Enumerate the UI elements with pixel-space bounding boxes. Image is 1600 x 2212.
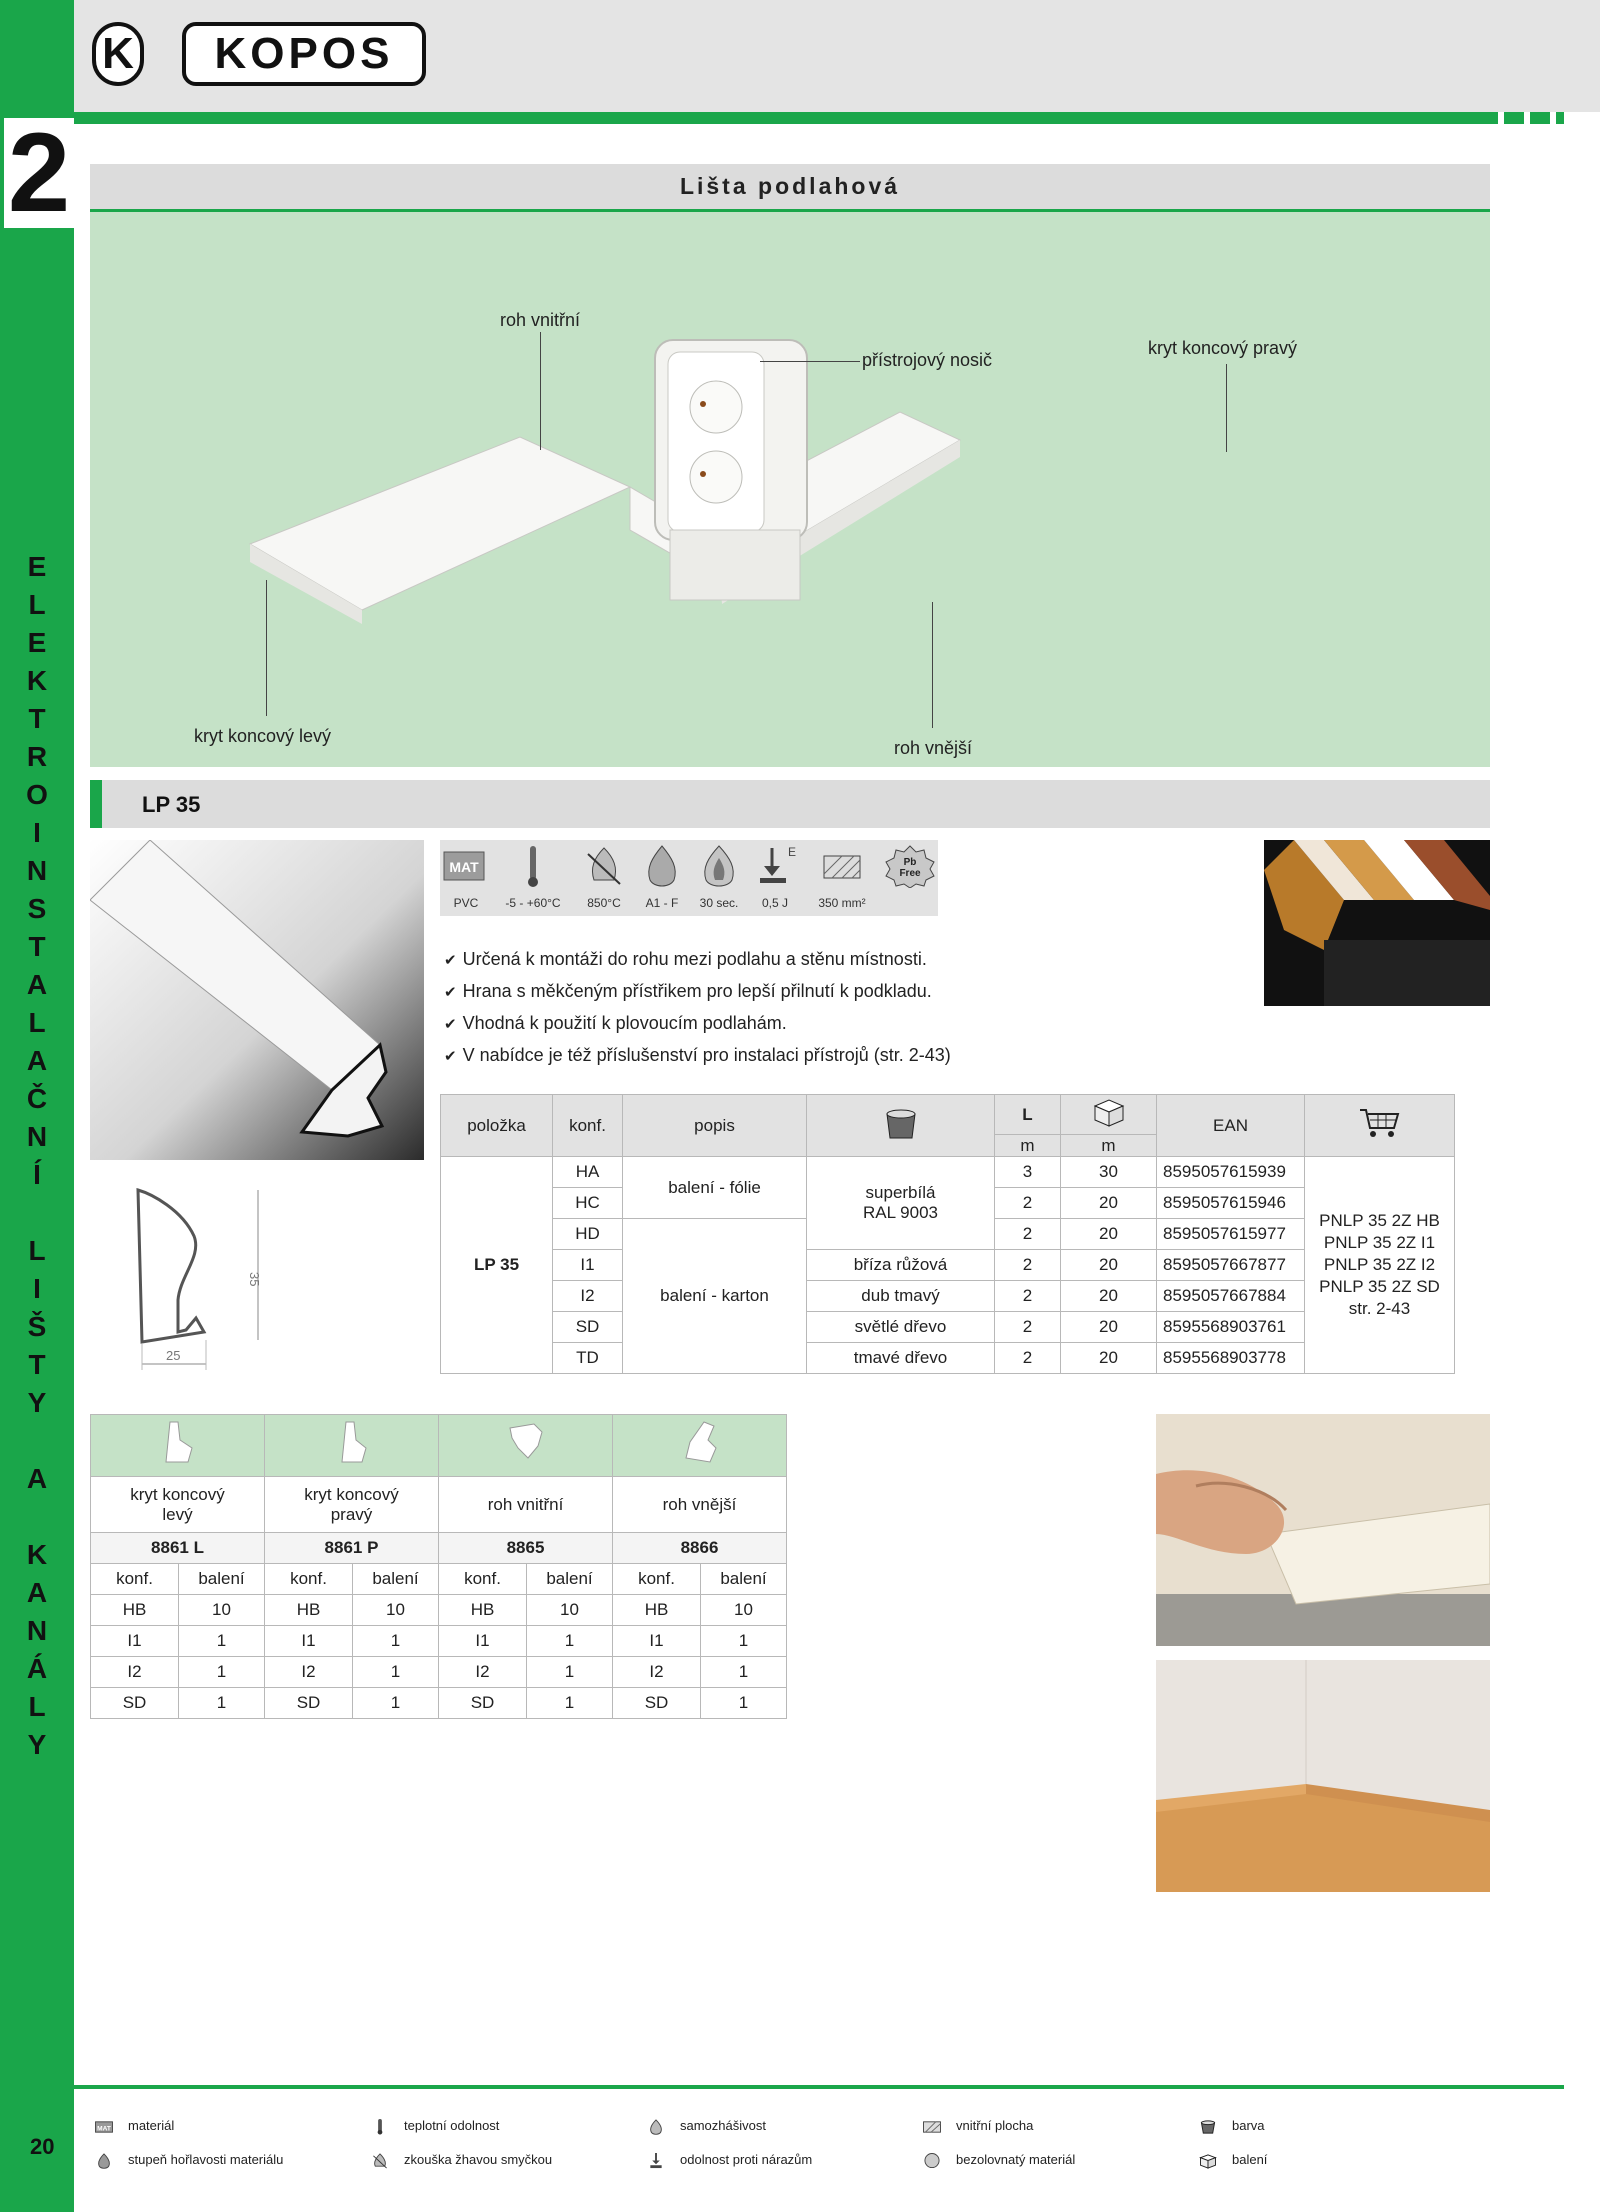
table-row — [91, 1595, 787, 1626]
glow-wire-icon — [574, 844, 634, 888]
glow-wire-icon — [370, 2153, 390, 2169]
col-baleni: balení — [701, 1564, 787, 1595]
accessory-icon-cell — [91, 1415, 265, 1477]
cell-konf: I1 — [439, 1626, 527, 1657]
legend-item — [94, 2150, 283, 2170]
col-box-unit: m — [1061, 1135, 1157, 1157]
flammability-icon — [94, 2153, 114, 2169]
cell-baleni: 1 — [353, 1688, 439, 1719]
accessory-name-line: roh vnitřní — [487, 1494, 564, 1514]
legend-item — [922, 2116, 1033, 2136]
cell-konf: HC — [553, 1188, 623, 1219]
color-ral: RAL 9003 — [863, 1203, 938, 1222]
accessory-name-line: pravý — [330, 1504, 373, 1524]
cell-length: 2 — [995, 1312, 1061, 1343]
cell-ean: 8595057667884 — [1157, 1281, 1305, 1312]
surface-icon — [922, 2119, 942, 2135]
chapter-letter: I — [33, 1273, 41, 1304]
pb-free-icon — [882, 844, 938, 888]
property-pb-free — [882, 840, 938, 916]
accessory-code: PNLP 35 2Z I1 — [1323, 1233, 1436, 1252]
svg-text:MAT: MAT — [449, 859, 479, 875]
skirting-assembly-illustration — [90, 212, 1490, 767]
cell-baleni: 1 — [179, 1626, 265, 1657]
profile-dimension-drawing — [122, 1180, 268, 1376]
cell-konf: SD — [91, 1688, 179, 1719]
accessory-name — [439, 1477, 613, 1533]
col-baleni: balení — [527, 1564, 613, 1595]
legend-text: odolnost proti nárazům — [680, 2152, 813, 2167]
cell-konf: SD — [439, 1688, 527, 1719]
col-accessories — [1305, 1095, 1455, 1157]
page-number: 20 — [30, 2134, 55, 2159]
cell-accessories — [1305, 1157, 1455, 1374]
legend-item — [922, 2150, 1075, 2170]
cell-color: tmavé dřevo — [807, 1343, 995, 1374]
cell-konf: I2 — [553, 1281, 623, 1312]
hero-illustration — [90, 212, 1490, 767]
outer-corner-icon — [678, 1418, 722, 1468]
chapter-number: 2 — [4, 118, 74, 228]
cell-konf: HA — [553, 1157, 623, 1188]
cell-baleni: 1 — [701, 1657, 787, 1688]
mat-icon — [94, 2119, 114, 2135]
cell-box: 20 — [1061, 1281, 1157, 1312]
callout-kryt-koncovy-pravy: kryt koncový pravý — [1148, 338, 1298, 358]
kopos-logo-mark: K — [92, 22, 144, 86]
cell-length: 2 — [995, 1219, 1061, 1250]
feature-item — [444, 944, 951, 976]
col-konf: konf. — [439, 1564, 527, 1595]
chapter-letter: L — [28, 1691, 46, 1722]
table-row — [441, 1312, 1455, 1343]
chapter-letter: A — [26, 1577, 48, 1608]
feature-item — [444, 976, 951, 1008]
chapter-letter: E — [27, 627, 47, 658]
accessory-icon-cell — [439, 1415, 613, 1477]
chapter-letter: Y — [27, 1387, 47, 1418]
leader-line — [1226, 364, 1227, 452]
col-baleni: balení — [179, 1564, 265, 1595]
dimension-height: 35 — [247, 1272, 262, 1287]
accessory-name-line: levý — [162, 1504, 193, 1524]
col-popis: popis — [623, 1095, 807, 1157]
dimension-width: 25 — [166, 1348, 181, 1363]
impact-energy-letter: E — [788, 845, 797, 859]
legend-text: samozhášivost — [680, 2118, 766, 2133]
box-icon — [1198, 2153, 1218, 2169]
paint-bucket-icon — [881, 1106, 921, 1140]
accessory-rows — [91, 1595, 787, 1719]
cell-box: 30 — [1061, 1157, 1157, 1188]
chapter-letter: L — [28, 1007, 46, 1038]
leader-line — [540, 332, 541, 450]
property-label: A1 - F — [645, 896, 679, 910]
skirting-profile-photo — [90, 840, 424, 1160]
leader-line — [932, 602, 933, 728]
chapter-letter: S — [27, 893, 47, 924]
cell-konf: HB — [91, 1595, 179, 1626]
chapter-letter: N — [26, 855, 48, 886]
chapter-letter: N — [26, 1121, 48, 1152]
accessory-code: 8865 — [439, 1533, 613, 1564]
box-icon — [1089, 1096, 1129, 1128]
property-impact — [748, 840, 802, 916]
cell-length: 2 — [995, 1281, 1061, 1312]
cell-color: bříza růžová — [807, 1250, 995, 1281]
legend-item — [646, 2116, 766, 2136]
cell-baleni: 1 — [179, 1688, 265, 1719]
pb-free-line1: Pb — [903, 857, 917, 868]
header-square — [1556, 112, 1564, 124]
self-extinguishing-icon — [646, 2119, 666, 2135]
impact-icon — [646, 2153, 666, 2169]
legend-item — [1198, 2116, 1265, 2136]
col-konf: konf. — [265, 1564, 353, 1595]
leader-line — [760, 361, 860, 362]
accessories-table — [90, 1414, 787, 1719]
col-length-unit: m — [995, 1135, 1061, 1157]
cell-baleni: 10 — [527, 1595, 613, 1626]
table-row — [441, 1250, 1455, 1281]
table-row — [91, 1688, 787, 1719]
accessory-names-row — [91, 1477, 787, 1533]
chapter-letter — [0, 1194, 74, 1232]
check-icon: ✔ — [444, 1015, 457, 1033]
callout-roh-vnejsi: roh vnější — [894, 738, 973, 758]
legend-text: vnitřní plocha — [956, 2118, 1034, 2133]
accessory-name-line: kryt koncový — [304, 1484, 399, 1504]
chapter-letter: L — [28, 589, 46, 620]
chapter-letter: I — [33, 817, 41, 848]
legend-item — [370, 2150, 552, 2170]
property-label: 850°C — [587, 896, 621, 910]
col-box — [1061, 1095, 1157, 1135]
color-samples-illustration — [1264, 840, 1490, 1006]
room-photo — [1156, 1660, 1490, 1892]
cell-baleni: 1 — [527, 1688, 613, 1719]
chapter-letter: Y — [27, 1729, 47, 1760]
legend-text: bezolovnatý materiál — [956, 2152, 1076, 2167]
legend-item — [646, 2150, 812, 2170]
chapter-letter: T — [28, 1349, 46, 1380]
cell-konf: I1 — [265, 1626, 353, 1657]
chapter-letter: L — [28, 1235, 46, 1266]
product-variants-table — [440, 1094, 1455, 1374]
accessory-name — [613, 1477, 787, 1533]
property-flammability — [634, 840, 690, 916]
cell-color: dub tmavý — [807, 1281, 995, 1312]
cell-baleni: 1 — [179, 1657, 265, 1688]
col-konf: konf. — [613, 1564, 701, 1595]
chapter-letter: E — [27, 551, 47, 582]
cell-color-white — [807, 1157, 995, 1250]
callout-kryt-koncovy-levy: kryt koncový levý — [194, 726, 332, 746]
cell-konf: SD — [553, 1312, 623, 1343]
chapter-letter: O — [26, 779, 48, 810]
installation-photo — [1156, 1414, 1490, 1646]
room-illustration — [1156, 1660, 1490, 1892]
leader-line — [266, 580, 267, 716]
table-row — [91, 1626, 787, 1657]
accessory-codes-row — [91, 1533, 787, 1564]
accessory-code: PNLP 35 2Z SD — [1319, 1277, 1440, 1296]
cell-konf: HD — [553, 1219, 623, 1250]
legend-text: zkouška žhavou smyčkou — [404, 2152, 553, 2167]
cell-baleni: 1 — [353, 1657, 439, 1688]
cell-konf: HB — [439, 1595, 527, 1626]
feature-item — [444, 1040, 951, 1072]
cell-length: 2 — [995, 1250, 1061, 1281]
svg-text:MAT: MAT — [97, 2124, 111, 2132]
chapter-letter: Č — [26, 1083, 48, 1114]
property-label: 0,5 J — [761, 896, 788, 910]
cell-baleni: 1 — [701, 1688, 787, 1719]
accessory-code: 8866 — [613, 1533, 787, 1564]
property-self-extinguishing — [690, 840, 748, 916]
page-title: Lišta podlahová — [90, 164, 1490, 212]
accessory-subheader-row — [91, 1564, 787, 1595]
pb-free-line2: Free — [899, 868, 921, 879]
cell-baleni: 10 — [179, 1595, 265, 1626]
cell-konf: I1 — [553, 1250, 623, 1281]
legend-item — [370, 2116, 499, 2136]
table-row — [441, 1343, 1455, 1374]
cell-konf: I1 — [613, 1626, 701, 1657]
callout-roh-vnitrni: roh vnitřní — [500, 310, 581, 330]
header-square — [1530, 112, 1550, 124]
cell-popis: balení - karton — [623, 1219, 807, 1374]
check-icon: ✔ — [444, 951, 457, 969]
cell-box: 20 — [1061, 1312, 1157, 1343]
cell-konf: I2 — [613, 1657, 701, 1688]
cell-baleni: 1 — [527, 1626, 613, 1657]
chapter-letter: A — [26, 969, 48, 1000]
header-square — [1504, 112, 1524, 124]
cell-ean: 8595057667877 — [1157, 1250, 1305, 1281]
legend-item — [1198, 2150, 1267, 2170]
col-baleni: balení — [353, 1564, 439, 1595]
cell-ean: 8595568903761 — [1157, 1312, 1305, 1343]
feature-text: Určená k montáži do rohu mezi podlahu a stěnu místnosti. — [462, 949, 927, 969]
cell-ean: 8595057615977 — [1157, 1219, 1305, 1250]
legend-text: stupeň hořlavosti materiálu — [128, 2152, 284, 2167]
paint-bucket-icon — [1198, 2119, 1218, 2135]
accessory-icon-cell — [613, 1415, 787, 1477]
property-label: PVC — [453, 896, 479, 910]
col-konf: konf. — [91, 1564, 179, 1595]
feature-list — [444, 944, 951, 1072]
chapter-letter: N — [26, 1615, 48, 1646]
shopping-cart-icon — [1358, 1106, 1402, 1140]
cell-length: 3 — [995, 1157, 1061, 1188]
cell-konf: I2 — [439, 1657, 527, 1688]
legend-text: barva — [1232, 2118, 1265, 2133]
properties-strip — [440, 840, 938, 916]
inner-corner-icon — [504, 1418, 548, 1468]
legend-text: materiál — [128, 2118, 175, 2133]
cell-konf: SD — [265, 1688, 353, 1719]
flammability-icon — [634, 844, 690, 888]
property-temperature — [492, 840, 574, 916]
table-row — [441, 1281, 1455, 1312]
pb-free-icon — [922, 2153, 942, 2169]
cell-baleni: 1 — [701, 1626, 787, 1657]
table-row — [441, 1157, 1455, 1188]
product-header-accent — [90, 780, 102, 828]
end-cap-right-icon — [332, 1418, 372, 1468]
footer-rule — [74, 2085, 1564, 2089]
chapter-letter — [0, 1422, 74, 1460]
callout-pristrojovy-nosic: přístrojový nosič — [862, 350, 993, 370]
property-surface — [802, 840, 882, 916]
product-title: LP 35 — [142, 792, 201, 817]
item-name: LP 35 — [441, 1157, 553, 1374]
accessory-name-line: kryt koncový — [130, 1484, 225, 1504]
cell-color: světlé dřevo — [807, 1312, 995, 1343]
chapter-vertical-title — [0, 548, 74, 1764]
color-samples-photo — [1264, 840, 1490, 1006]
cell-konf: HB — [265, 1595, 353, 1626]
surface-icon — [802, 844, 882, 888]
color-name: superbílá — [865, 1183, 936, 1202]
cell-ean: 8595057615939 — [1157, 1157, 1305, 1188]
cell-baleni: 10 — [353, 1595, 439, 1626]
thermometer-icon — [370, 2119, 390, 2135]
kopos-logo-wordmark: KOPOS — [182, 22, 426, 86]
accessory-name — [91, 1477, 265, 1533]
chapter-letter: A — [26, 1463, 48, 1494]
cell-konf: I2 — [265, 1657, 353, 1688]
accessory-name-line: roh vnější — [662, 1494, 737, 1514]
property-material — [440, 840, 492, 916]
product-header — [90, 780, 1490, 828]
feature-text: V nabídce je též příslušenství pro instalaci přístrojů (str. 2-43) — [462, 1045, 951, 1065]
chapter-letter: R — [26, 741, 48, 772]
accessory-code: 8861 P — [265, 1533, 439, 1564]
cell-konf: HB — [613, 1595, 701, 1626]
table-row — [91, 1657, 787, 1688]
cell-konf: I1 — [91, 1626, 179, 1657]
accessory-code: PNLP 35 2Z I2 — [1323, 1255, 1436, 1274]
col-konf: konf. — [553, 1095, 623, 1157]
cell-box: 20 — [1061, 1343, 1157, 1374]
cell-popis: balení - fólie — [623, 1157, 807, 1219]
col-ean: EAN — [1157, 1095, 1305, 1157]
feature-text: Vhodná k použití k plovoucím podlahám. — [462, 1013, 787, 1033]
check-icon: ✔ — [444, 983, 457, 1001]
cell-box: 20 — [1061, 1219, 1157, 1250]
chapter-letter: K — [26, 1539, 48, 1570]
col-color — [807, 1095, 995, 1157]
accessory-icon-cell — [265, 1415, 439, 1477]
end-cap-left-icon — [158, 1418, 198, 1468]
feature-item — [444, 1008, 951, 1040]
installation-illustration — [1156, 1414, 1490, 1646]
chapter-letter — [0, 1498, 74, 1536]
cell-ean: 8595568903778 — [1157, 1343, 1305, 1374]
cell-length: 2 — [995, 1343, 1061, 1374]
chapter-letter: T — [28, 931, 46, 962]
thermometer-icon — [492, 844, 574, 888]
self-extinguishing-icon — [690, 844, 748, 888]
cell-baleni: 1 — [527, 1657, 613, 1688]
legend-text: teplotní odolnost — [404, 2118, 500, 2133]
chapter-letter: K — [26, 665, 48, 696]
chapter-letter: T — [28, 703, 46, 734]
chapter-letter: Á — [26, 1653, 48, 1684]
cell-konf: SD — [613, 1688, 701, 1719]
mat-icon — [440, 844, 492, 888]
chapter-letter: A — [26, 1045, 48, 1076]
accessory-page-ref: str. 2-43 — [1348, 1299, 1411, 1318]
property-label: 30 sec. — [699, 896, 739, 910]
cell-box: 20 — [1061, 1188, 1157, 1219]
property-glow-wire — [574, 840, 634, 916]
accessory-name — [265, 1477, 439, 1533]
cell-length: 2 — [995, 1188, 1061, 1219]
feature-text: Hrana s měkčeným přístřikem pro lepší přilnutí k podkladu. — [462, 981, 932, 1001]
property-label: -5 - +60°C — [505, 896, 561, 910]
legend-item — [94, 2116, 174, 2136]
property-label: 350 mm² — [818, 896, 866, 910]
accessory-code: PNLP 35 2Z HB — [1319, 1211, 1440, 1230]
chapter-letter: Š — [27, 1311, 47, 1342]
cell-konf: I2 — [91, 1657, 179, 1688]
cell-box: 20 — [1061, 1250, 1157, 1281]
cell-konf: TD — [553, 1343, 623, 1374]
legend-text: balení — [1232, 2152, 1268, 2167]
cell-baleni: 10 — [701, 1595, 787, 1626]
col-length: L — [995, 1095, 1061, 1135]
accessory-icons-row — [91, 1415, 787, 1477]
chapter-letter: Í — [33, 1159, 41, 1190]
cell-ean: 8595057615946 — [1157, 1188, 1305, 1219]
impact-icon — [748, 844, 802, 888]
header-green-rule — [74, 112, 1498, 124]
cell-baleni: 1 — [353, 1626, 439, 1657]
col-polozka: položka — [441, 1095, 553, 1157]
check-icon: ✔ — [444, 1047, 457, 1065]
accessory-code: 8861 L — [91, 1533, 265, 1564]
